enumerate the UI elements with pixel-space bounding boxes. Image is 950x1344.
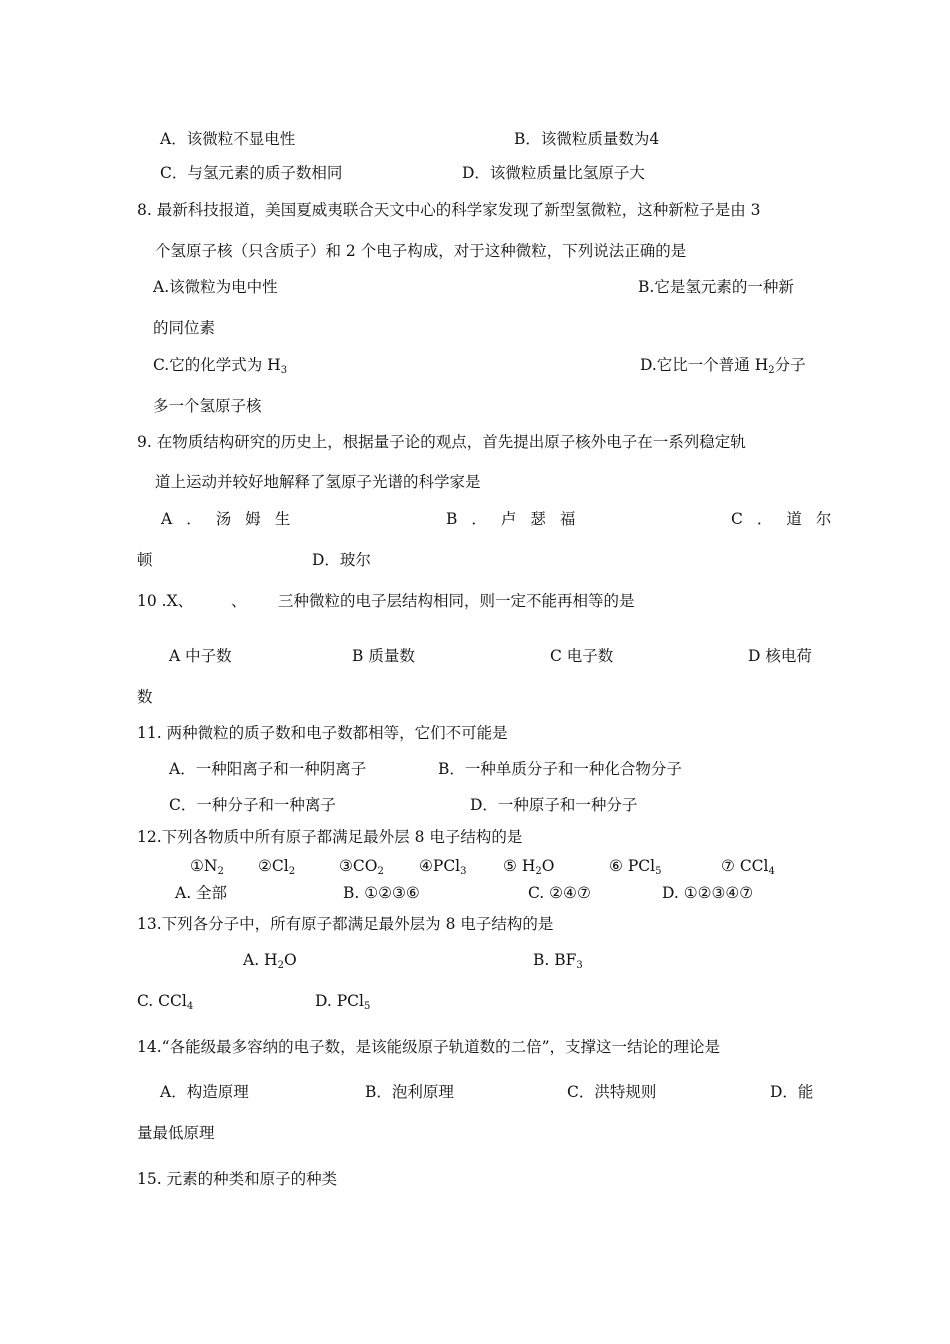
q8-option-b-continued: 的同位素 [153, 319, 216, 337]
q13-option-a: A. $H_2O$ [243, 951, 297, 971]
q11-option-d: D．一种原子和一种分子 [470, 796, 638, 814]
q8-option-d: D.它比一个普通 $H_2$分子 [640, 356, 806, 376]
q9-option-c-continued: 顿 [137, 551, 153, 569]
q10-stem-part1: 10 .X、 [137, 592, 194, 610]
q12-option-c: C. ②④⑦ [528, 884, 591, 902]
q10-option-d-continued: 数 [137, 688, 153, 706]
q12-substance-4: ④PCl$_3$ [419, 857, 467, 877]
q14-option-d-continued: 量最低原理 [137, 1124, 215, 1142]
q7-option-d: D．该微粒质量比氢原子大 [462, 164, 645, 182]
q10-option-d: D 核电荷 [748, 647, 812, 665]
q7-option-b: B．该微粒质量数为4 [514, 130, 660, 148]
q12-option-d: D. ①②③④⑦ [662, 884, 754, 902]
q7-option-c: C．与氢元素的质子数相同 [160, 164, 343, 182]
q12-substance-7: ⑦ CCl$_4$ [721, 857, 775, 877]
q10-stem-part3: 三种微粒的电子层结构相同，则一定不能再相等的是 [278, 592, 635, 610]
q9-stem-line1: 9. 在物质结构研究的历史上，根据量子论的观点，首先提出原子核外电子在一系列稳定轨 [137, 433, 746, 451]
q15-stem: 15. 元素的种类和原子的种类 [137, 1170, 338, 1188]
q8-stem-line1: 8. 最新科技报道，美国夏威夷联合天文中心的科学家发现了新型氢微粒，这种新粒子是由 3 [137, 201, 761, 219]
q11-option-b: B．一种单质分子和一种化合物分子 [438, 760, 682, 778]
q14-stem: 14.“各能级最多容纳的电子数，是该能级原子轨道数的二倍”，支撑这一结论的理论是 [137, 1038, 721, 1056]
q13-option-b: B. $BF_3$ [533, 951, 583, 971]
q8-stem-line2: 个氢原子核（只含质子）和 2 个电子构成，对于这种微粒，下列说法正确的是 [155, 242, 687, 260]
q12-stem: 12.下列各物质中所有原子都满足最外层 8 电子结构的是 [137, 828, 523, 846]
q14-option-c: C．洪特规则 [567, 1083, 657, 1101]
q8-option-c: C.它的化学式为 $H_3$ [153, 356, 288, 376]
q12-option-b: B. ①②③⑥ [343, 884, 420, 902]
q12-substance-5: ⑤ $H_2O$ [503, 857, 555, 877]
q8-option-a: A.该微粒为电中性 [153, 278, 278, 296]
q14-option-a: A．构造原理 [160, 1083, 249, 1101]
q10-stem-part2: 、 [231, 592, 247, 610]
q9-option-b: B．卢瑟福 [446, 510, 590, 528]
q11-stem: 11. 两种微粒的质子数和电子数都相等，它们不可能是 [137, 724, 508, 742]
q9-option-a: A．汤姆生 [161, 510, 305, 528]
q9-stem-line2: 道上运动并较好地解释了氢原子光谱的科学家是 [155, 473, 481, 491]
q9-option-d: D．玻尔 [312, 551, 371, 569]
q8-option-d-continued: 多一个氢原子核 [153, 397, 262, 415]
q10-option-b: B 质量数 [352, 647, 415, 665]
q12-option-a: A. 全部 [175, 884, 228, 902]
q10-option-a: A 中子数 [169, 647, 232, 665]
q10-option-c: C 电子数 [550, 647, 614, 665]
q11-option-a: A．一种阳离子和一种阴离子 [169, 760, 367, 778]
q11-option-c: C．一种分子和一种离子 [169, 796, 336, 814]
q12-substance-1: $①N_2$ [190, 857, 224, 877]
q8-option-b: B.它是氢元素的一种新 [638, 278, 794, 296]
q12-substance-6: ⑥ PCl$_5$ [609, 857, 662, 877]
q12-substance-3: $③CO_2$ [339, 857, 384, 877]
q13-option-c: C. CCl$_4$ [137, 992, 194, 1012]
q14-option-b: B．泡利原理 [365, 1083, 454, 1101]
q14-option-d: D．能 [770, 1083, 814, 1101]
q13-option-d: D. PCl$_5$ [315, 992, 371, 1012]
q9-option-c: C．道尔 [731, 510, 846, 528]
q7-option-a: A．该微粒不显电性 [160, 130, 296, 148]
q12-substance-2: $②Cl_2$ [258, 857, 296, 877]
q13-stem: 13.下列各分子中，所有原子都满足最外层为 8 电子结构的是 [137, 915, 554, 933]
